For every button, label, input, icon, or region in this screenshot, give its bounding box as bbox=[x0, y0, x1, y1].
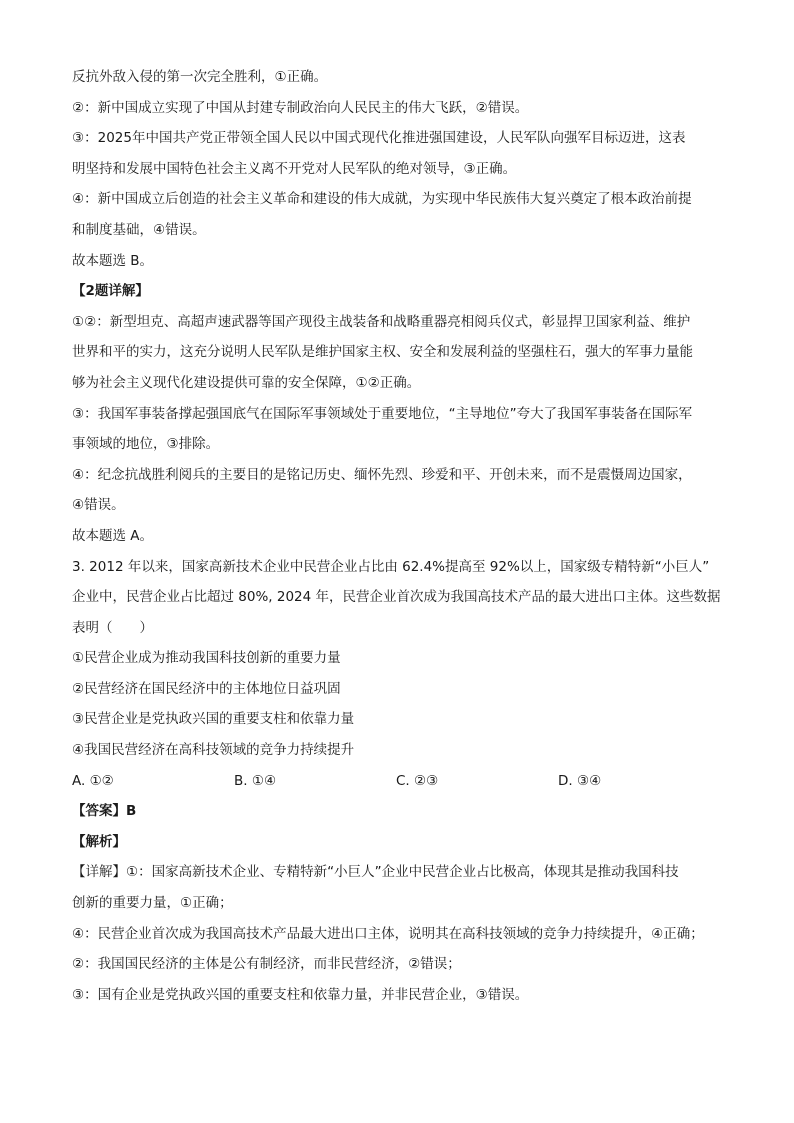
text-line: ④：新中国成立后创造的社会主义革命和建设的伟大成就，为实现中华民族伟大复兴奠定了根本政治前提 bbox=[72, 191, 692, 208]
text-line: ①②：新型坦克、高超声速武器等国产现役主战装备和战略重器亮相阅兵仪式，彰显捍卫国家利益、维护 bbox=[72, 313, 691, 330]
text-line: ④错误。 bbox=[72, 497, 125, 514]
statement-item: ②民营经济在国民经济中的主体地位日益巩固 bbox=[72, 680, 341, 697]
statement-item: ③民营企业是党执政兴国的重要支柱和依靠力量 bbox=[72, 711, 355, 728]
question-stem: 表明（ ） bbox=[72, 619, 153, 636]
text-line: 反抗外敌入侵的第一次完全胜利，①正确。 bbox=[72, 69, 328, 85]
text-line: ③：我国军事装备撑起强国底气在国际军事领域处于重要地位，“主导地位”夸大了我国军事装备在国际军 bbox=[72, 405, 693, 422]
analysis-line: 创新的重要力量，①正确； bbox=[72, 895, 233, 912]
analysis-heading: 【解析】 bbox=[72, 833, 126, 850]
statement-item: ①民营企业成为推动我国科技创新的重要力量 bbox=[72, 650, 341, 667]
document-page bbox=[72, 62, 722, 1010]
analysis-line: ④：民营企业首次成为我国高技术产品最大进出口主体，说明其在高科技领域的竞争力持续提升，④正确； bbox=[72, 925, 704, 942]
question-stem: 企业中，民营企业占比超过 80%, 2024 年，民营企业首次成为我国高技术产品的最大进出口主体。这些数据 bbox=[72, 589, 721, 606]
option-b: B. ①④ bbox=[234, 772, 277, 789]
text-line: ②：新中国成立实现了中国从封建专制政治向人民民主的伟大飞跃，②错误。 bbox=[72, 99, 529, 116]
conclusion-line: 故本题选 A。 bbox=[72, 527, 154, 544]
answer-options bbox=[72, 766, 722, 797]
analysis-line: ②：我国国民经济的主体是公有制经济，而非民营经济，②错误； bbox=[72, 956, 461, 973]
conclusion-line: 故本题选 B。 bbox=[72, 252, 154, 269]
text-line: ④：纪念抗战胜利阅兵的主要目的是铭记历史、缅怀先烈、珍爱和平、开创未来，而不是震慑周边国家， bbox=[72, 466, 692, 483]
option-c: C. ②③ bbox=[396, 772, 439, 789]
text-line: ③：2025年中国共产党正带领全国人民以中国式现代化推进强国建设，人民军队向强军目标迈进，这表 bbox=[72, 130, 686, 147]
answer-line: 【答案】B bbox=[72, 803, 137, 820]
text-line: 世界和平的实力，这充分说明人民军队是维护国家主权、安全和发展利益的坚强柱石，强大的军事力量能 bbox=[72, 344, 693, 361]
question-stem: 3. 2012 年以来，国家高新技术企业中民营企业占比由 62.4%提高至 92%以上，国家级专精特新“小巨人” bbox=[72, 558, 710, 575]
statement-item: ④我国民营经济在高科技领域的竞争力持续提升 bbox=[72, 742, 355, 759]
analysis-line: ③：国有企业是党执政兴国的重要支柱和依靠力量，并非民营企业，③错误。 bbox=[72, 986, 529, 1003]
text-line: 和制度基础，④错误。 bbox=[72, 221, 206, 238]
option-a: A. ①② bbox=[72, 772, 114, 789]
text-line: 够为社会主义现代化建设提供可靠的安全保障，①②正确。 bbox=[72, 374, 421, 391]
text-line: 明坚持和发展中国特色社会主义离不开党对人民军队的绝对领导，③正确。 bbox=[72, 160, 517, 177]
option-d: D. ③④ bbox=[558, 772, 602, 789]
text-line: 事领域的地位，③排除。 bbox=[72, 436, 220, 453]
section-heading: 【2题详解】 bbox=[72, 283, 149, 300]
analysis-line: 【详解】①：国家高新技术企业、专精特新“小巨人”企业中民营企业占比极高，体现其是推动我国科技 bbox=[72, 864, 679, 881]
